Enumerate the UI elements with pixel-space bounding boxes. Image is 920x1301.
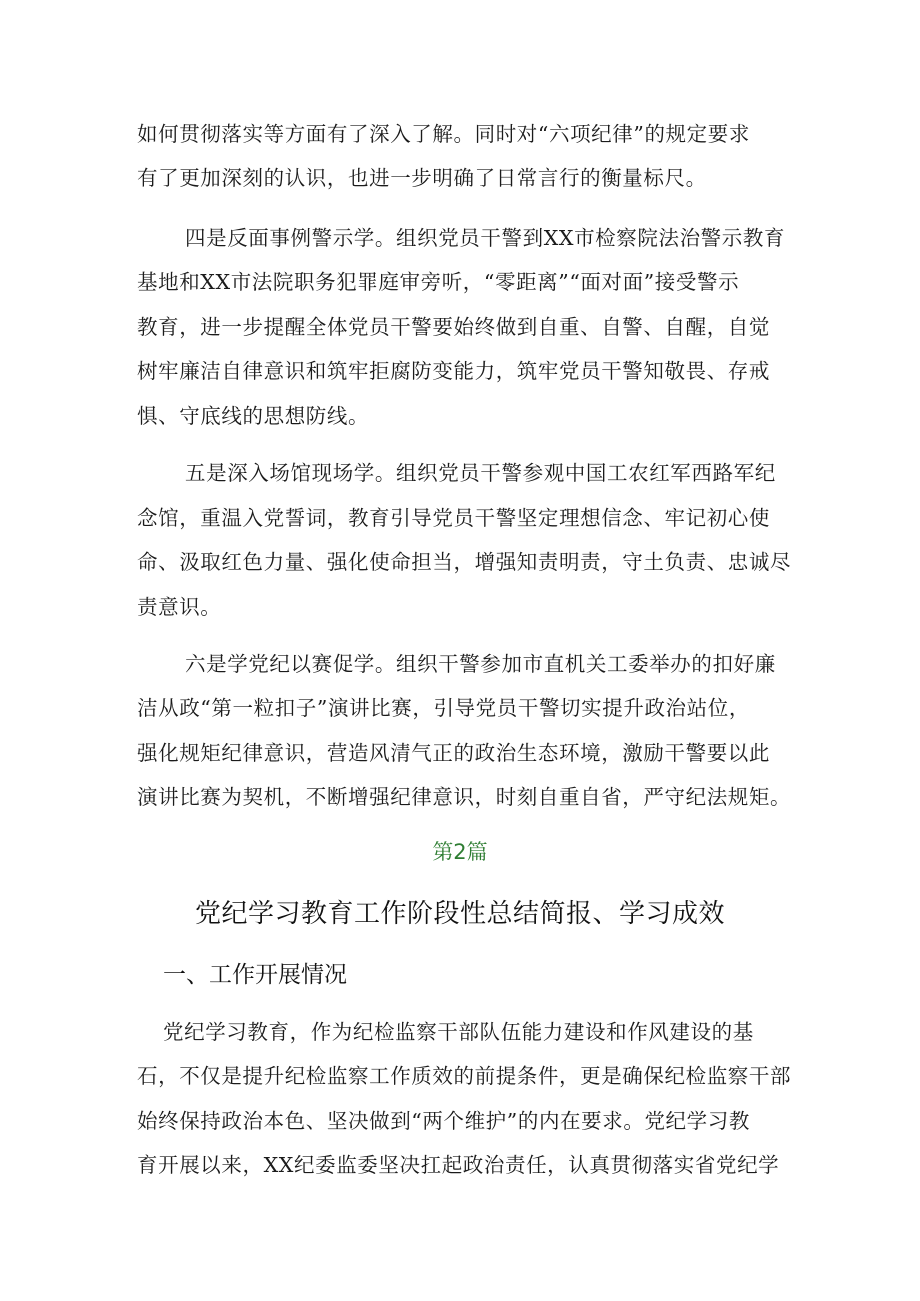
paragraph-2-line-2: 基地和XX市法院职务犯罪庭审旁听，“零距离”“面对面”接受警示	[137, 270, 740, 294]
paragraph-3-line-3: 命、汲取红色力量、强化使命担当，增强知责明责，守土负责、忠诚尽	[137, 550, 792, 574]
paragraph-2-line-1: 四是反面事例警示学。组织党员干警到XX市检察院法治警示教育	[185, 226, 786, 250]
paragraph-4-line-1: 六是学党纪以赛促学。组织干警参加市直机关工委举办的扣好廉	[185, 652, 776, 676]
paragraph-4-line-2: 洁从政“第一粒扣子”演讲比赛，引导党员干警切实提升政治站位，	[137, 696, 750, 720]
paragraph-3-line-2: 念馆，重温入党誓词，教育引导党员干警坚定理想信念、牢记初心使	[137, 506, 770, 530]
paragraph-4-line-3: 强化规矩纪律意识，营造风清气正的政治生态环境，激励干警要以此	[137, 741, 770, 765]
paragraph-5-line-4: 育开展以来，XX纪委监委坚决扛起政治责任，认真贯彻落实省党纪学	[137, 1153, 780, 1177]
paragraph-1-line-2: 有了更加深刻的认识，也进一步明确了日常言行的衡量标尺。	[137, 166, 707, 190]
paragraph-5-line-3: 始终保持政治本色、坚决做到“两个维护”的内在要求。党纪学习教	[137, 1109, 750, 1133]
paragraph-2-line-5: 惧、守底线的思想防线。	[137, 404, 370, 428]
paragraph-1-line-1: 如何贯彻落实等方面有了深入了解。同时对“六项纪律”的规定要求	[137, 122, 750, 146]
paragraph-5-line-2: 石，不仅是提升纪检监察工作质效的前提条件，更是确保纪检监察干部	[137, 1064, 792, 1088]
paragraph-2-line-4: 树牢廉洁自律意识和筑牢拒腐防变能力，筑牢党员干警知敬畏、存戒	[137, 359, 770, 383]
section-heading: 一、工作开展情况	[163, 962, 347, 988]
paragraph-4-line-4: 演讲比赛为契机，不断增强纪律意识，时刻自重自省，严守纪法规矩。	[137, 785, 792, 809]
paragraph-5-line-1: 党纪学习教育，作为纪检监察干部队伍能力建设和作风建设的基	[163, 1020, 754, 1044]
paragraph-2-line-3: 教育，进一步提醒全体党员干警要始终做到自重、自警、自醒，自觉	[137, 315, 770, 339]
paragraph-3-line-4: 责意识。	[137, 595, 222, 619]
document-title: 党纪学习教育工作阶段性总结简报、学习成效	[194, 899, 725, 929]
section-number: 第2篇	[432, 840, 488, 864]
paragraph-3-line-1: 五是深入场馆现场学。组织党员干警参观中国工农红军西路军纪	[185, 461, 776, 485]
